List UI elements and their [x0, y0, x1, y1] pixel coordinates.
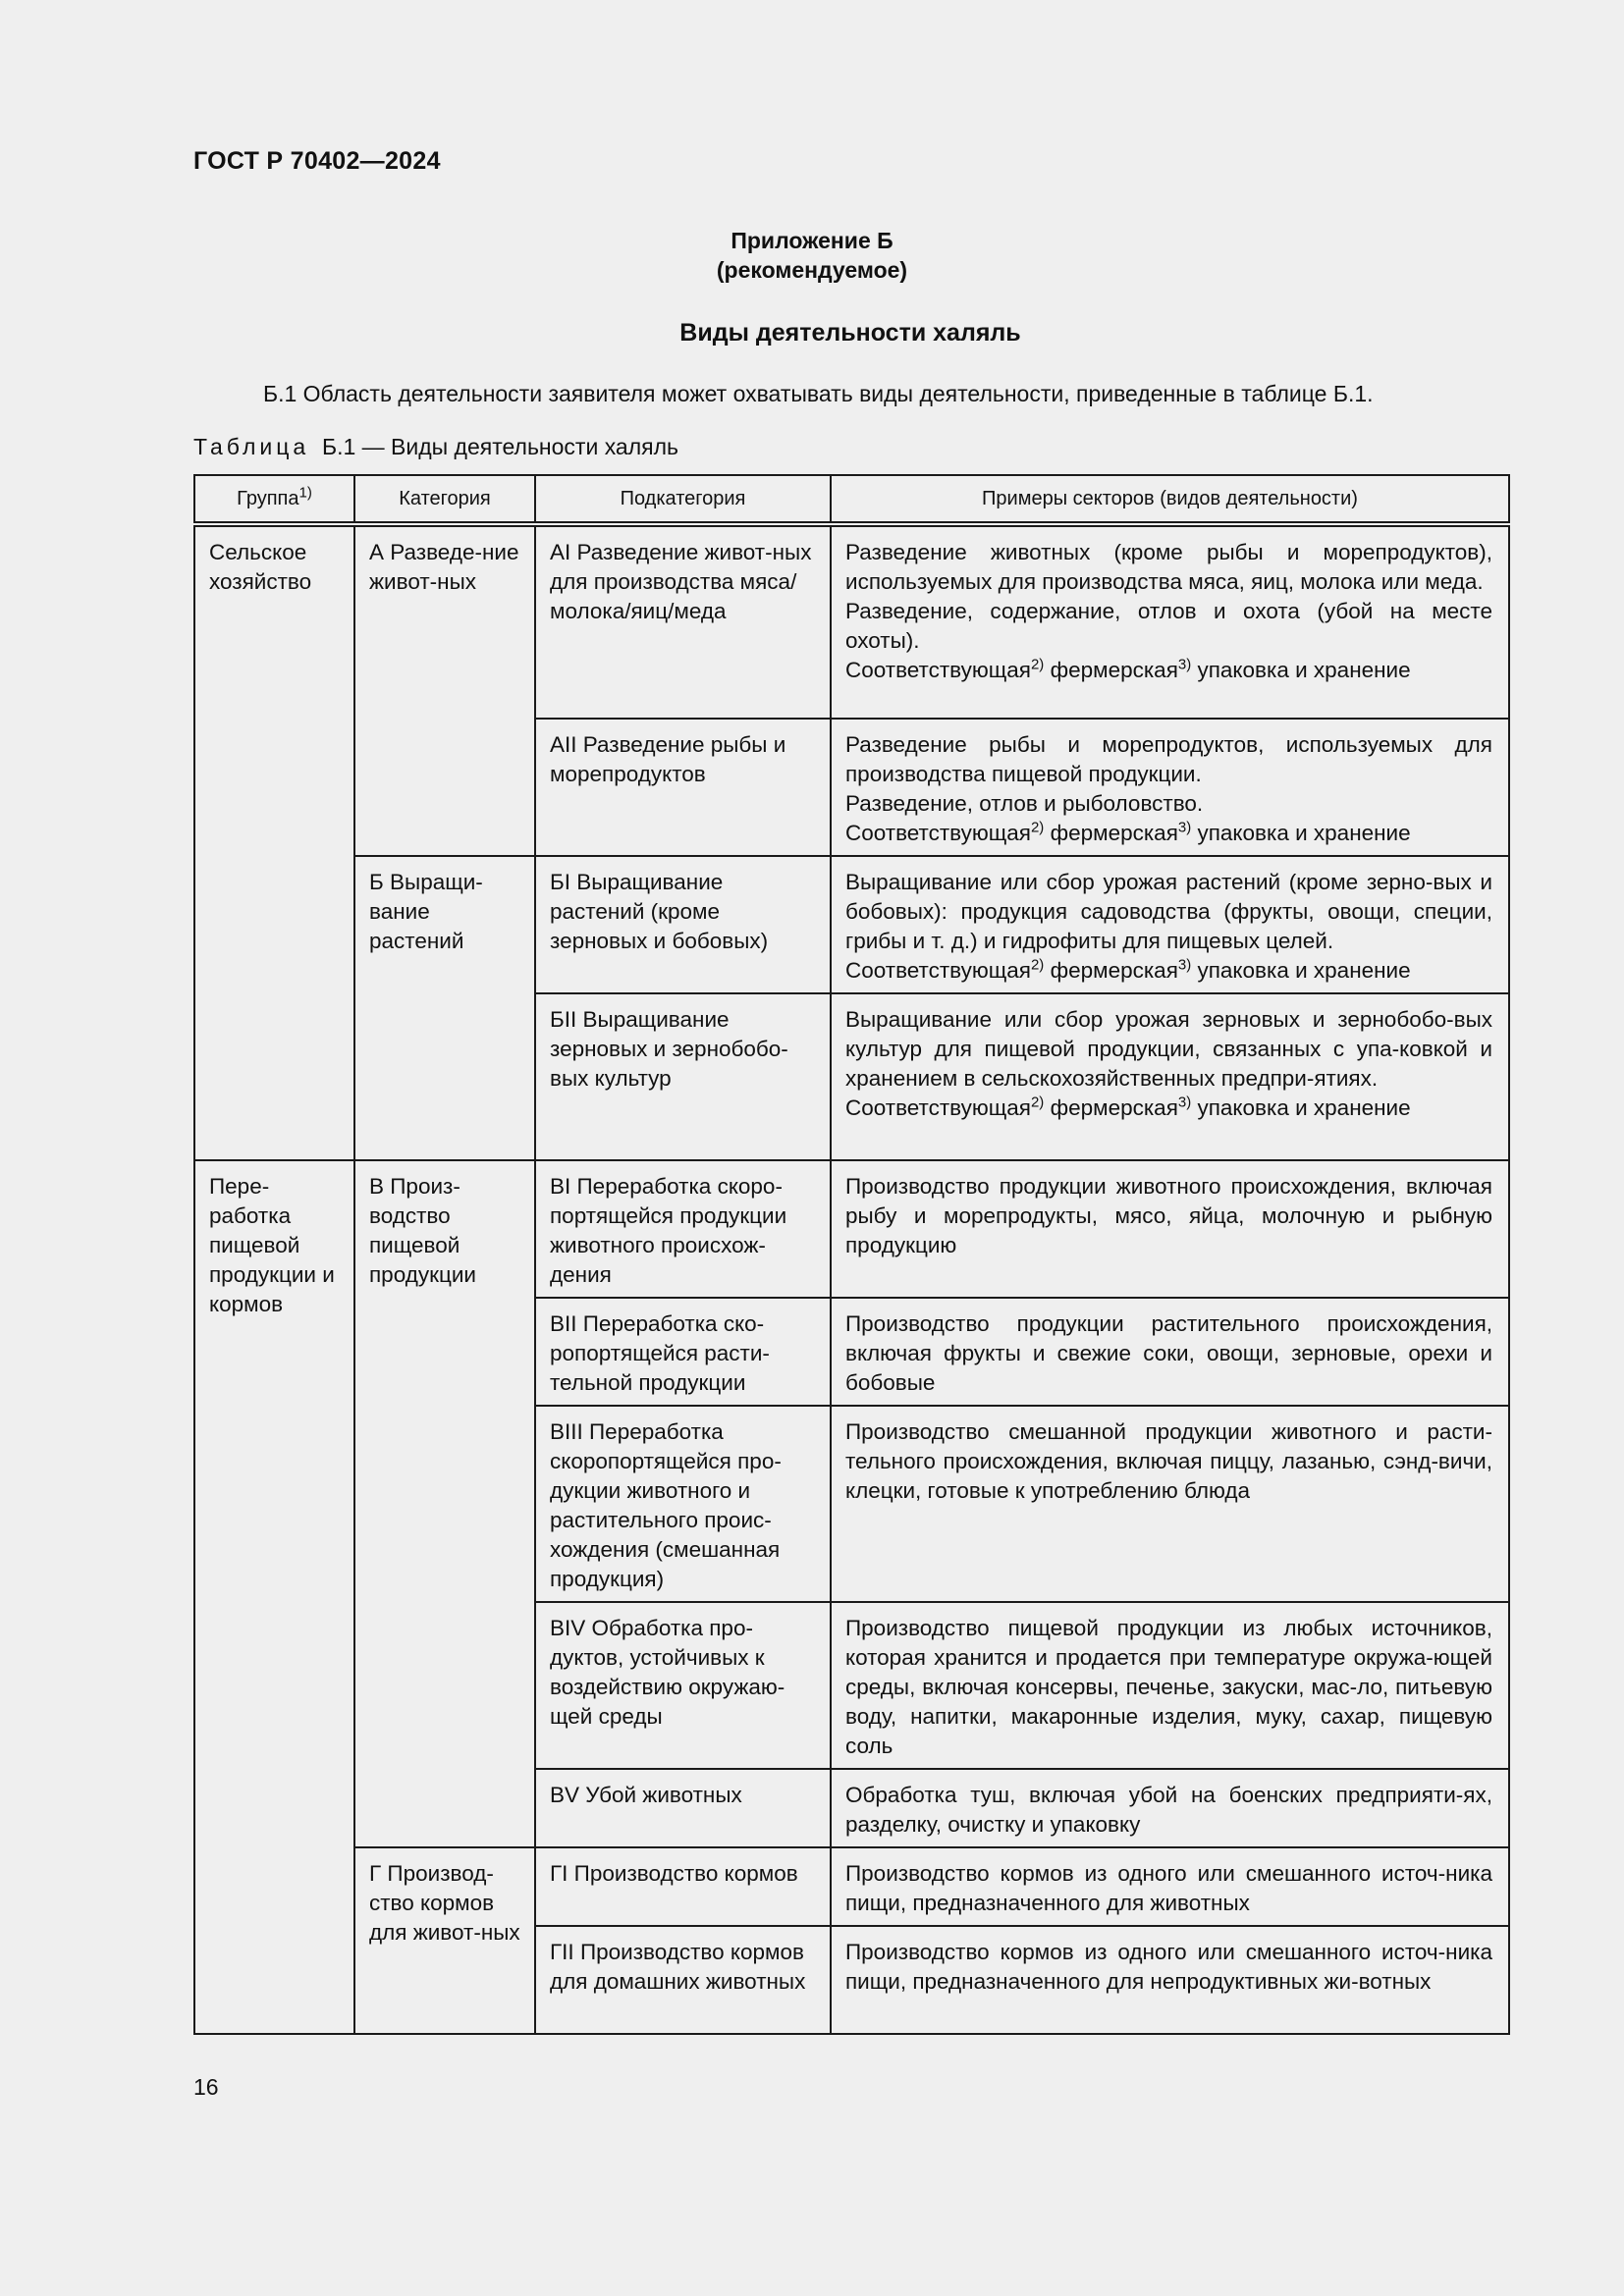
- subcategory-cell: АI Разведение живот-ных для производства мяса/молока/яиц/меда: [535, 524, 831, 719]
- examples-cell: Производство смешанной продукции животного и расти-тельного происхождения, включая пиццу, лазанью, сэнд-вичи, клецки, готовые к употреблению блюда: [831, 1406, 1509, 1602]
- examples-cell: Производство пищевой продукции из любых источников, которая хранится и продается при температуре окружа-ющей среды, включая консервы, печенье, закуски, мас-ло, питьевую воду, напитки, макаронные изделия, муку, сахар, пищевую соль: [831, 1602, 1509, 1769]
- subcategory-cell: ГI Производство кормов: [535, 1847, 831, 1926]
- subcategory-cell: ВIII Переработка скоропортящейся про-дукции животного и растительного проис-хождения (смешанная продукция): [535, 1406, 831, 1602]
- header-group: Группа$^{1)}$: [194, 475, 354, 524]
- header-category: Категория: [354, 475, 535, 524]
- examples-cell: Выращивание или сбор урожая растений (кроме зерно-вых и бобовых): продукция садоводства (фрукты, овощи, специи, грибы и т. д.) и гидрофиты для пищевых целей. Соответствующая$^{2)}$ фермерская$^{3)}$ упаковка и хранение: [831, 856, 1509, 993]
- table-caption-text: Б.1 — Виды деятельности халяль: [321, 434, 679, 459]
- footnote-ref: 1): [298, 484, 312, 502]
- appendix-heading: [0, 226, 1624, 285]
- group-cell: Сельское хозяйство: [194, 524, 354, 1160]
- examples-cell: Производство продукции растительного происхождения, включая фрукты и свежие соки, овощи, зерновые, орехи и бобовые: [831, 1298, 1509, 1406]
- category-cell: Г Производ-ство кормов для живот-ных: [354, 1847, 535, 2034]
- examples-cell: Производство кормов из одного или смешанного источ-ника пищи, предназначенного для животных: [831, 1847, 1509, 1926]
- category-cell: В Произ-водство пищевой продукции: [354, 1160, 535, 1847]
- subcategory-cell: ГII Производство кормов для домашних животных: [535, 1926, 831, 2034]
- table-caption-prefix: Таблица: [193, 434, 310, 459]
- subcategory-cell: ВV Убой животных: [535, 1769, 831, 1847]
- table-row: [194, 856, 1509, 993]
- table-row: [194, 524, 1509, 719]
- examples-cell: Производство продукции животного происхождения, включая рыбу и морепродукты, мясо, яйца, молочную и рыбную продукцию: [831, 1160, 1509, 1298]
- examples-cell: Разведение рыбы и морепродуктов, используемых для производства пищевой продукции. Разведение, отлов и рыболовство. Соответствующая$^{2)}$ фермерская$^{3)}$ упаковка и хранение: [831, 719, 1509, 856]
- examples-cell: Разведение животных (кроме рыбы и морепродуктов), используемых для производства мяса, яиц, молока или меда. Разведение, содержание, отлов и охота (убой на месте охоты). Соответствующая$^{2)}$ фермерская$^{3)}$ упаковка и хранение: [831, 524, 1509, 719]
- page-title: Виды деятельности халяль: [679, 319, 1021, 347]
- appendix-status: (рекомендуемое): [716, 257, 908, 283]
- page-number: 16: [193, 2074, 219, 2100]
- subcategory-cell: ВIV Обработка про-дуктов, устойчивых к воздействию окружаю-щей среды: [535, 1602, 831, 1769]
- category-cell: Б Выращи-вание растений: [354, 856, 535, 1160]
- subcategory-cell: ВII Переработка ско-ропортящейся расти-тельной продукции: [535, 1298, 831, 1406]
- document-code: ГОСТ Р 70402—2024: [193, 147, 441, 175]
- subcategory-cell: ВI Переработка скоро-портящейся продукции животного происхож-дения: [535, 1160, 831, 1298]
- table-header-row: [194, 475, 1509, 524]
- subcategory-cell: БII Выращивание зерновых и зернобобо-вых культур: [535, 993, 831, 1160]
- subcategory-cell: АII Разведение рыбы и морепродуктов: [535, 719, 831, 856]
- header-subcategory: Подкатегория: [535, 475, 831, 524]
- examples-cell: Выращивание или сбор урожая зерновых и зернобобо-вых культур для пищевой продукции, связанных с упа-ковкой и хранением в сельскохозяйственных предпри-ятиях. Соответствующая$^{2)}$ фермерская$^{3)}$ упаковка и хранение: [831, 993, 1509, 1160]
- group-cell: Пере-работка пищевой продукции и кормов: [194, 1160, 354, 2034]
- header-examples: Примеры секторов (видов деятельности): [831, 475, 1509, 524]
- intro-paragraph: Б.1 Область деятельности заявителя может охватывать виды деятельности, приведенные в таблице Б.1.: [263, 381, 1374, 406]
- subcategory-cell: БI Выращивание растений (кроме зерновых и бобовых): [535, 856, 831, 993]
- table-caption: [193, 434, 678, 460]
- table-row: [194, 1160, 1509, 1298]
- examples-cell: Производство кормов из одного или смешанного источ-ника пищи, предназначенного для непродуктивных жи-вотных: [831, 1926, 1509, 2034]
- category-cell: А Разведе-ние живот-ных: [354, 524, 535, 856]
- activities-table-wrapper: [193, 474, 1508, 2035]
- examples-cell: Обработка туш, включая убой на боенских предприяти-ях, разделку, очистку и упаковку: [831, 1769, 1509, 1847]
- table-row: [194, 1847, 1509, 1926]
- appendix-label: Приложение Б: [731, 228, 893, 253]
- activities-table: [193, 474, 1510, 2035]
